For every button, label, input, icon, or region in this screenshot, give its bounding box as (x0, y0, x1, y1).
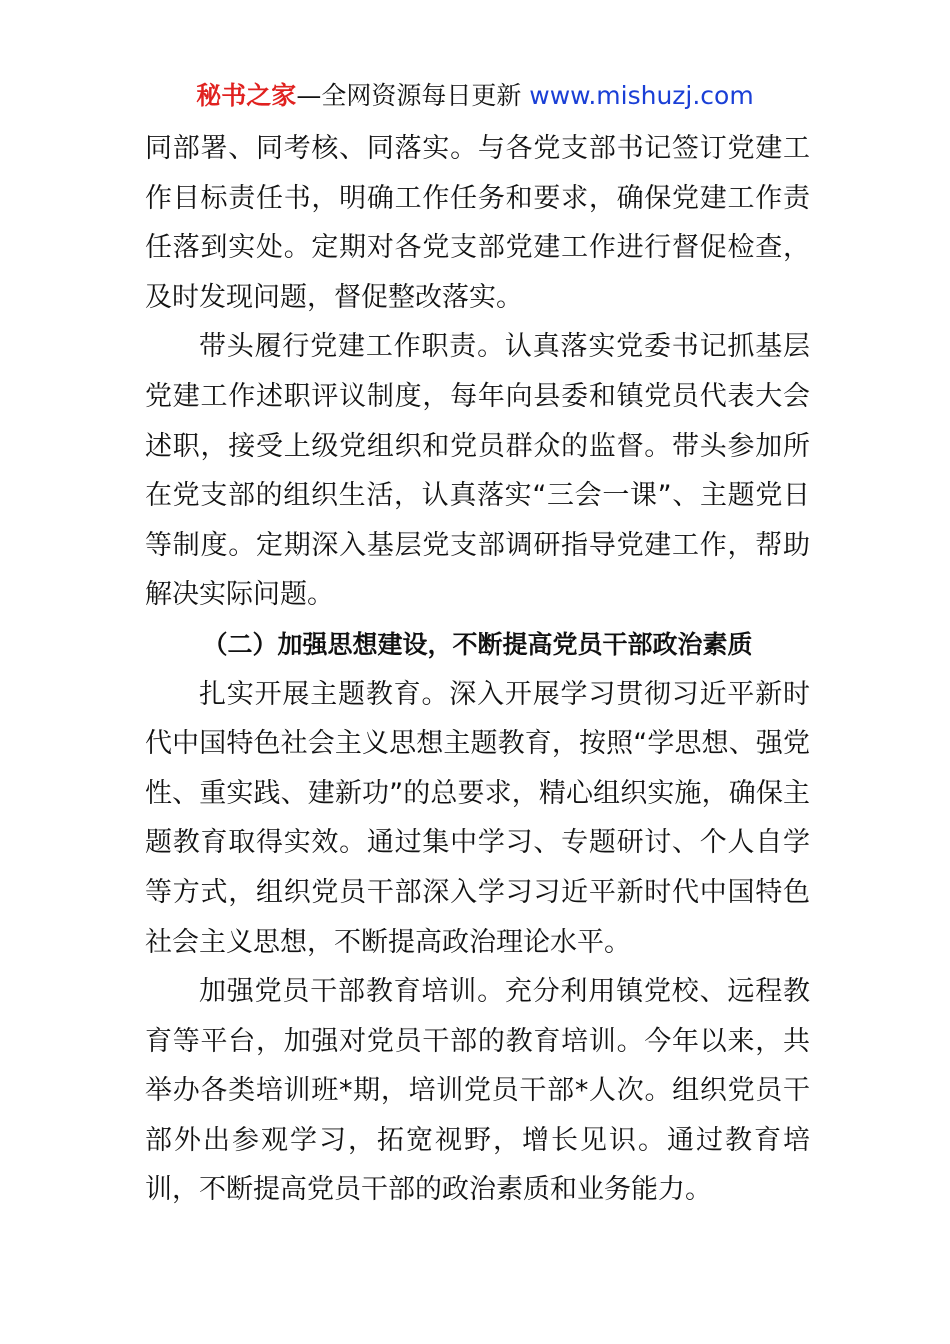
paragraph-continuation: 同部署、同考核、同落实。与各党支部书记签订党建工作目标责任书，明确工作任务和要求，确保党建工作责任落到实处。定期对各党支部党建工作进行督促检查，及时发现问题，督促整改落实。 (145, 133, 810, 313)
paragraph-party-duty: 带头履行党建工作职责。认真落实党委书记抓基层党建工作述职评议制度，每年向县委和镇党员代表大会述职，接受上级党组织和党员群众的监督。带头参加所在党支部的组织生活，认真落实“三会一课”、主题党日等制度。定期深入基层党支部调研指导党建工作，帮助解决实际问题。 (145, 331, 810, 611)
document-body (145, 124, 810, 1215)
site-url-link[interactable]: www.mishuzj.com (529, 81, 754, 110)
paragraph-theme-education: 扎实开展主题教育。深入开展学习贯彻习近平新时代中国特色社会主义思想主题教育，按照“学思想、强党性、重实践、建新功”的总要求，精心组织实施，确保主题教育取得实效。通过集中学习、专题研讨、个人自学等方式，组织党员干部深入学习习近平新时代中国特色社会主义思想，不断提高政治理论水平。 (145, 678, 810, 958)
page-header (0, 80, 950, 112)
brand-name: 秘书之家 (196, 81, 297, 110)
section-heading: （二）加强思想建设，不断提高党员干部政治素质 (202, 629, 753, 659)
paragraph-training: 加强党员干部教育培训。充分利用镇党校、远程教育等平台，加强对党员干部的教育培训。今年以来，共举办各类培训班*期，培训党员干部*人次。组织党员干部外出参观学习，拓宽视野，增长见识。通过教育培训，不断提高党员干部的政治素质和业务能力。 (145, 976, 810, 1206)
header-tagline: —全网资源每日更新 (296, 81, 522, 110)
